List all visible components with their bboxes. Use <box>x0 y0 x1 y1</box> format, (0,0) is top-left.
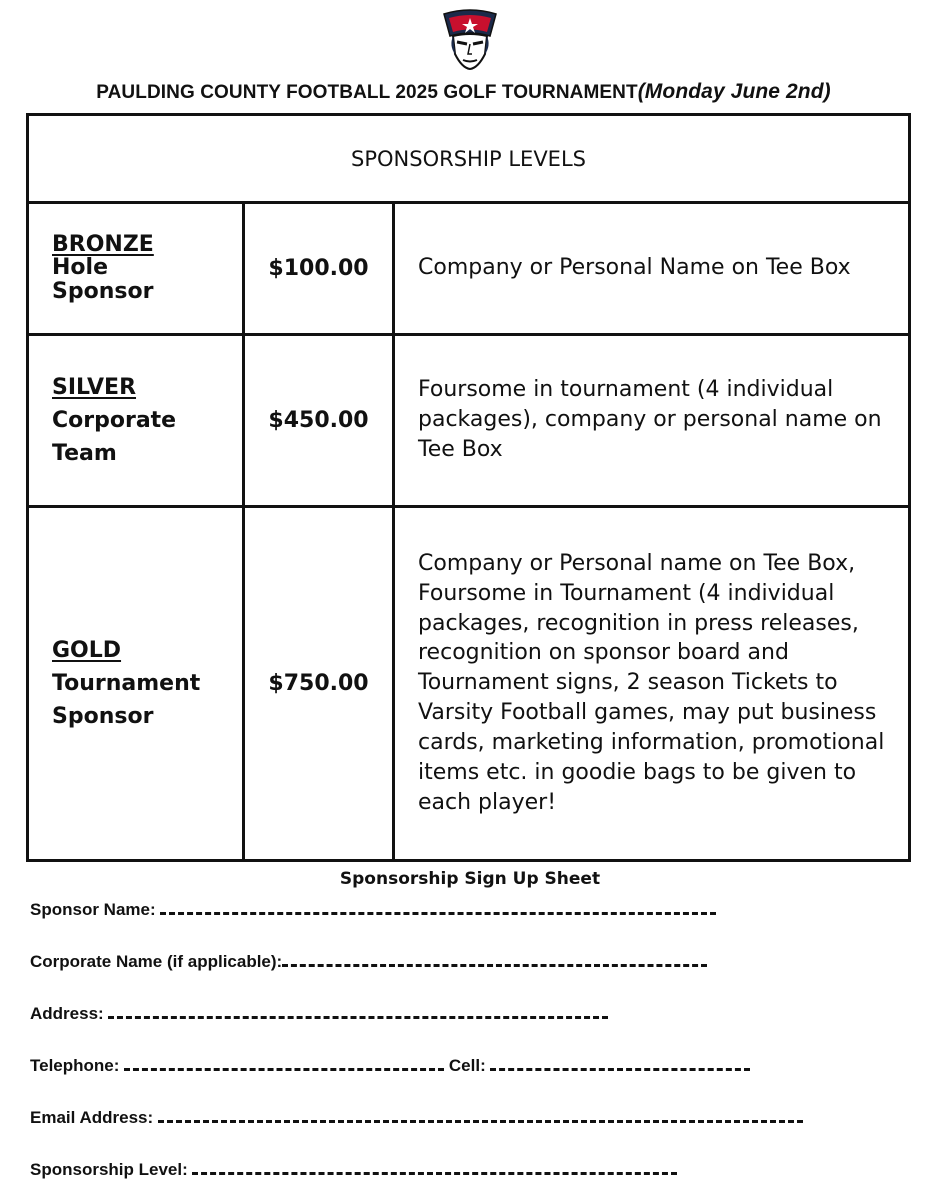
level-description: Company or Personal Name on Tee Box <box>394 203 910 335</box>
signup-sheet-title: Sponsorship Sign Up Sheet <box>339 869 601 889</box>
level-price: $750.00 <box>244 506 394 860</box>
sponsorship-levels-table <box>26 113 911 862</box>
level-cell <box>28 506 244 860</box>
sponsorship-level-field <box>30 1158 677 1180</box>
cell-blank[interactable] <box>490 1054 750 1071</box>
email-blank[interactable] <box>158 1106 803 1123</box>
sponsor-name-label: Sponsor Name: <box>30 900 156 919</box>
sponsor-name-blank[interactable] <box>160 898 716 915</box>
level-cell <box>28 203 244 335</box>
level-subtitle: Sponsor <box>52 703 154 729</box>
level-subtitle: Team <box>52 440 117 466</box>
sponsorship-level-blank[interactable] <box>192 1158 677 1175</box>
address-field <box>30 1002 608 1024</box>
address-label: Address: <box>30 1004 104 1023</box>
level-description: Company or Personal name on Tee Box, Foursome in Tournament (4 individual packages, recognition in press releases, recognition on sponsor board and Tournament signs, 2 season Tickets to Varsity Football games, may put business cards, marketing information, promotional items etc. in goodie bags to be given to each player! <box>394 506 910 860</box>
level-subtitle: Sponsor <box>52 279 154 305</box>
level-name: GOLD <box>52 637 122 663</box>
email-label: Email Address: <box>30 1108 154 1127</box>
tournament-title: PAULDING COUNTY FOOTBALL 2025 GOLF TOURNAMENT <box>96 82 638 103</box>
sponsorship-levels-heading: SPONSORSHIP LEVELS <box>28 115 910 203</box>
corporate-name-label: Corporate Name (if applicable): <box>30 952 283 971</box>
corporate-name-blank[interactable] <box>282 950 707 967</box>
level-cell <box>28 334 244 506</box>
tournament-date: (Monday June 2nd) <box>637 80 831 103</box>
level-name: BRONZE <box>52 231 154 257</box>
cell-label: Cell: <box>448 1056 486 1075</box>
level-name: SILVER <box>52 374 137 400</box>
address-blank[interactable] <box>108 1002 608 1019</box>
table-row <box>28 334 910 506</box>
level-subtitle: Tournament <box>52 670 201 696</box>
level-price: $100.00 <box>244 203 394 335</box>
level-subtitle: Hole <box>52 255 108 281</box>
level-subtitle: Corporate <box>52 407 177 433</box>
telephone-label: Telephone: <box>30 1056 120 1075</box>
sponsorship-level-label: Sponsorship Level: <box>30 1160 188 1179</box>
page-title <box>0 80 927 104</box>
email-field <box>30 1106 803 1128</box>
telephone-field <box>30 1054 750 1076</box>
level-price: $450.00 <box>244 334 394 506</box>
table-row <box>28 506 910 860</box>
level-description: Foursome in tournament (4 individual packages), company or personal name on Tee Box <box>394 334 910 506</box>
sponsor-name-field <box>30 898 716 920</box>
table-row <box>28 203 910 335</box>
patriot-mascot-logo <box>440 6 500 72</box>
telephone-blank[interactable] <box>124 1054 444 1071</box>
corporate-name-field <box>30 950 707 972</box>
